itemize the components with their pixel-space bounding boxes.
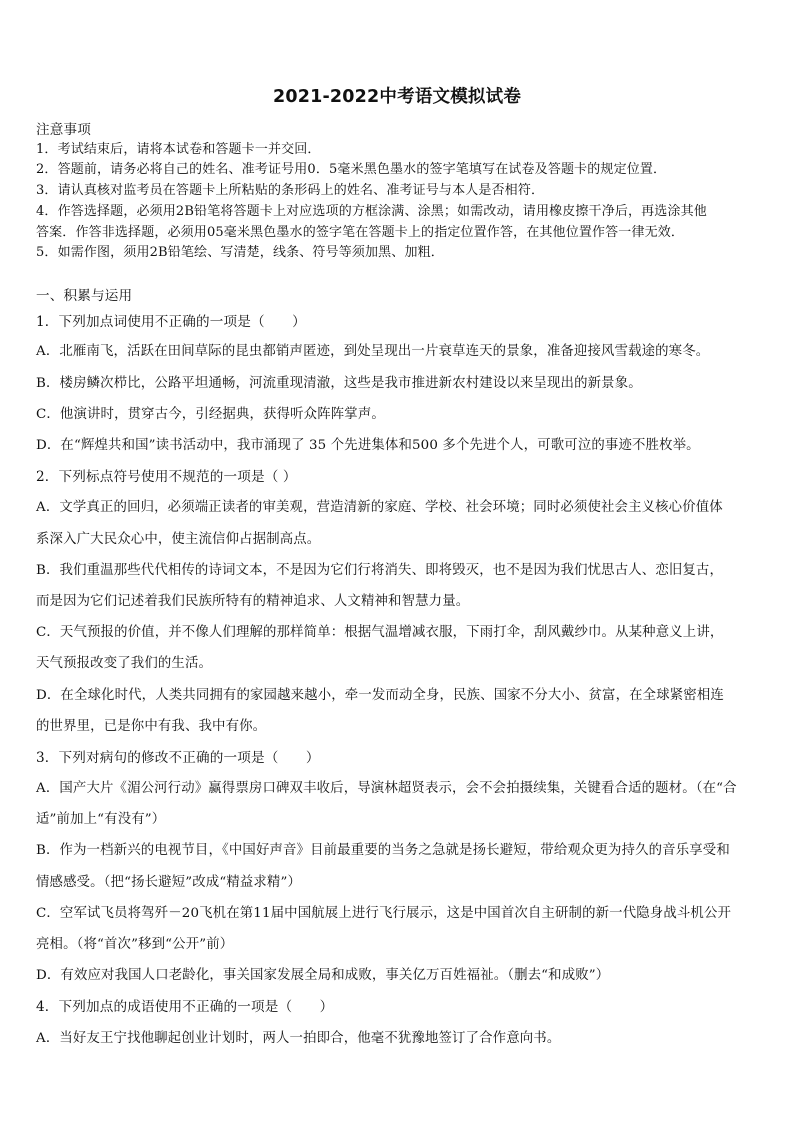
- notice-line-1: 1．考试结束后，请将本试卷和答题卡一并交回．: [36, 142, 321, 157]
- question-3-option-c-cont: 亮相。（将“首次”移到“公开”前）: [36, 937, 234, 952]
- question-3-option-a: A．国产大片《湄公河行动》赢得票房口碑双丰收后，导演林超贤表示，会不会拍摄续集，关键看合适的题材。（在“合: [36, 781, 737, 796]
- question-2-option-b-cont: 而是因为它们记述着我们民族所特有的精神追求、人文精神和智慧力量。: [36, 594, 470, 609]
- question-2-option-c-cont: 天气预报改变了我们的生活。: [36, 656, 213, 671]
- question-3-option-b: B．作为一档新兴的电视节目，《中国好声音》目前最重要的当务之急就是扬长避短，带给观众更为持久的音乐享受和: [36, 843, 730, 858]
- question-3-option-b-cont: 情感感受。（把“扬长避短”改成“精益求精”）: [36, 875, 302, 890]
- notice-line-2: 2．答题前，请务必将自己的姓名、准考证号用0．5毫米黑色墨水的签字笔填写在试卷及答题卡的规定位置．: [36, 162, 667, 177]
- question-2-option-d-cont: 的世界里，已是你中有我、我中有你。: [36, 719, 267, 734]
- question-2-stem: 2．下列标点符号使用不规范的一项是（ ）: [36, 469, 297, 485]
- question-1-option-d: D．在“辉煌共和国”读书活动中，我市涌现了 35 个先进集体和500 多个先进个人，可歌可泣的事迹不胜枚举。: [36, 438, 700, 453]
- notice-line-4-cont: 答案．作答非选择题，必须用05毫米黑色墨水的签字笔在答题卡上的指定位置作答，在其他位置作答一律无效．: [36, 225, 685, 240]
- notice-line-5: 5．如需作图，须用2B铅笔绘、写清楚，线条、符号等须加黑、加粗．: [36, 245, 444, 260]
- notice-heading: 注意事项: [36, 122, 91, 138]
- notice-line-3: 3．请认真核对监考员在答题卡上所粘贴的条形码上的姓名、准考证号与本人是否相符．: [36, 183, 545, 198]
- notice-line-4: 4．作答选择题，必须用2B铅笔将答题卡上对应选项的方框涂满、涂黑；如需改动，请用橡皮擦干净后，再选涂其他: [36, 204, 707, 219]
- question-4-stem: 4．下列加点的成语使用不正确的一项是（ ）: [36, 999, 334, 1015]
- question-2-option-a: A．文学真正的回归，必须端正读者的审美观，营造清新的家庭、学校、社会环境；同时必须使社会主义核心价值体: [36, 500, 723, 515]
- question-2-option-b: B．我们重温那些代代相传的诗词文本，不是因为它们行将消失、即将毁灭，也不是因为我们忧思古人、恋旧复古，: [36, 563, 724, 578]
- page-title: 2021-2022中考语文模拟试卷: [272, 87, 522, 107]
- question-2-option-a-cont: 系深入广大民众心中，使主流信仰占据制高点。: [36, 532, 321, 547]
- question-4-option-a: A．当好友王宁找他聊起创业计划时，两人一拍即合，他毫不犹豫地签订了合作意向书。: [36, 1031, 561, 1046]
- question-3-option-d: D．有效应对我国人口老龄化，事关国家发展全局和成败，事关亿万百姓福祉。（删去“和成败”）: [36, 968, 610, 983]
- question-1-option-a: A．北雁南飞，活跃在田间草际的昆虫都销声匿迹，到处呈现出一片衰草连天的景象，准备迎接风雪载途的寒冬。: [36, 344, 710, 359]
- question-1-option-c: C．他演讲时，贯穿古今，引经据典，获得听众阵阵掌声。: [36, 407, 385, 422]
- question-2-option-d: D．在全球化时代，人类共同拥有的家园越来越小，牵一发而动全身，民族、国家不分大小、贫富，在全球紧密相连: [36, 688, 724, 703]
- question-1-stem: 1．下列加点词使用不正确的一项是（ ）: [36, 314, 306, 330]
- question-3-stem: 3．下列对病句的修改不正确的一项是（ ）: [36, 750, 320, 766]
- question-3-option-c: C．空军试飞员将驾歼－20飞机在第11届中国航展上进行飞行展示，这是中国首次自主研制的新一代隐身战斗机公开: [36, 906, 732, 921]
- question-1-option-b: B．楼房鳞次栉比，公路平坦通畅，河流重现清澈，这些是我市推进新农村建设以来呈现出的新景象。: [36, 376, 642, 391]
- question-2-option-c: C．天气预报的价值，并不像人们理解的那样简单：根据气温增减衣服，下雨打伞，刮风戴纱巾。从某种意义上讲，: [36, 625, 724, 640]
- section-heading: 一、积累与运用: [36, 288, 133, 304]
- question-3-option-a-cont: 适”前加上“有没有”）: [36, 812, 166, 827]
